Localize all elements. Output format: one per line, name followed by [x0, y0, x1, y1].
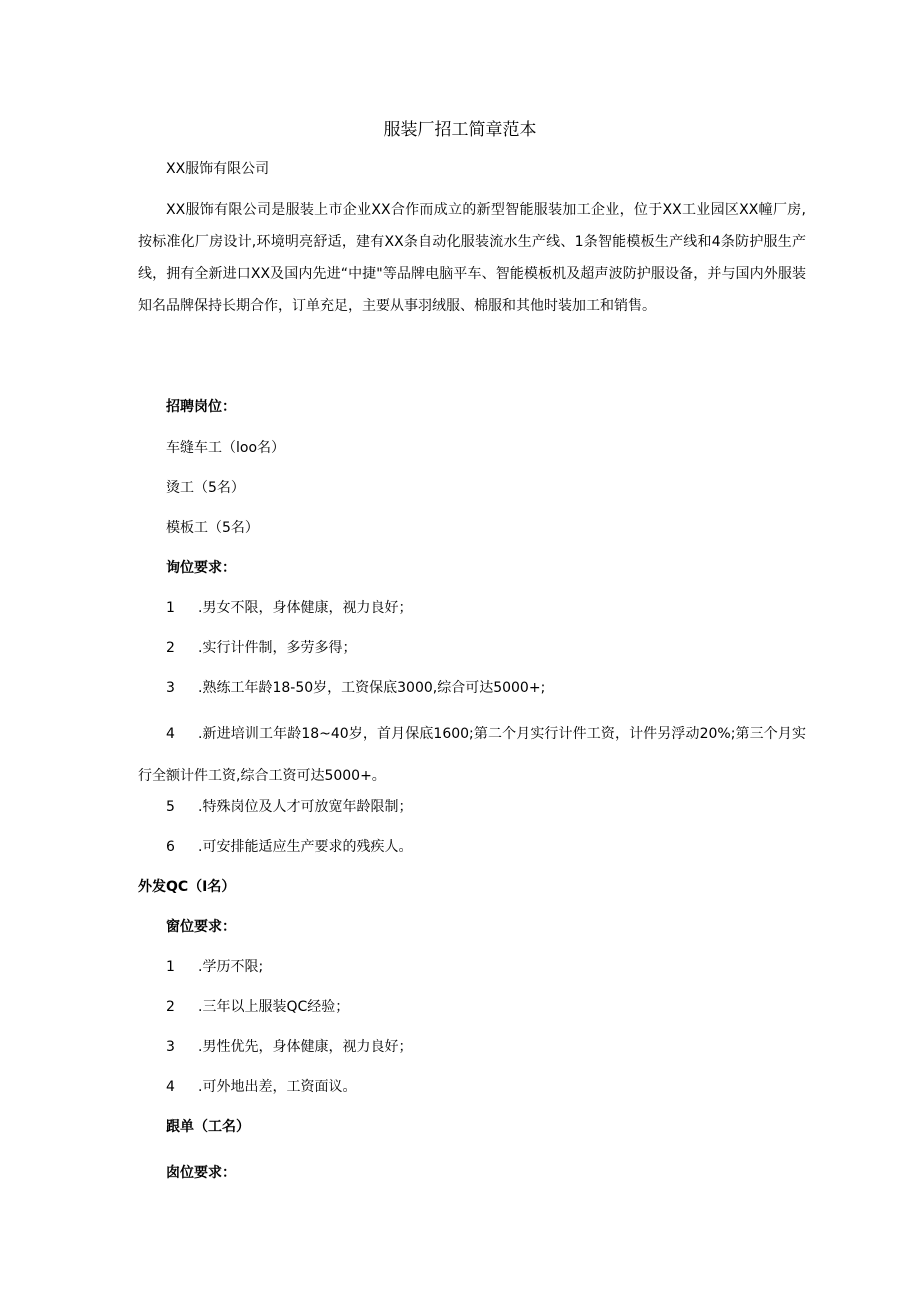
item-text: .特殊岗位及人才可放宽年龄限制；	[198, 799, 413, 815]
section-heading-qc: 外发QC（I名）	[138, 879, 236, 895]
item-number: 5	[166, 799, 175, 815]
item-number: 3	[166, 1039, 175, 1055]
requirement-item	[166, 678, 545, 698]
item-number: 6	[166, 839, 175, 855]
item-number: 2	[166, 640, 175, 656]
item-text: .熟练工年龄18-50岁，工资保底3000,综合可达5000+;	[198, 680, 546, 696]
qc-requirement-item	[166, 1037, 412, 1057]
requirement-item	[166, 638, 356, 658]
requirement-item	[166, 598, 412, 618]
item-text: .学历不限;	[198, 959, 264, 975]
item-number: 2	[166, 999, 175, 1015]
item-number: 1	[166, 600, 175, 616]
position-item: 烫工（5名）	[166, 480, 245, 496]
section-heading-requirements: 询位要求：	[166, 560, 236, 576]
item-number: 1	[166, 959, 175, 975]
requirement-item-wrapped	[138, 713, 806, 797]
item-text: .实行计件制，多劳多得；	[198, 640, 357, 656]
item-text: .三年以上服装QC经验；	[198, 999, 350, 1015]
qc-requirement-item	[166, 997, 349, 1017]
qc-requirement-item	[166, 1077, 356, 1097]
item-number: 4	[166, 1079, 175, 1095]
requirement-item	[166, 837, 412, 857]
item-text: .可安排能适应生产要求的残疾人。	[198, 839, 413, 855]
section-heading-merchandiser: 跟单（工名）	[166, 1119, 250, 1135]
item-number: 4	[166, 726, 175, 742]
item-text: .男性优先，身体健康，视力良好；	[198, 1039, 413, 1055]
company-intro-paragraph: XX服饰有限公司是服装上市企业XX合作而成立的新型智能服装加工企业，位于XX工业园区XX幢厂房,按标准化厂房设计,环境明亮舒适，建有XX条自动化服装流水生产线、1条智能模板生产线和4条防护服生产线，拥有全新进口XX及国内先进“中捷"等品牌电脑平车、智能模板机及超声波防护服设备，并与国内外服装知名品牌保持长期合作，订单充足，主要从事羽绒服、棉服和其他时装加工和销售。	[138, 202, 806, 314]
document-title: 服装厂招工简章范本	[383, 120, 537, 140]
requirement-item	[166, 797, 412, 817]
item-text: .新进培训工年龄18~40岁，首月保底1600;第二个月实行计件工资，计件另浮动20%;第三个月实行全额计件工资,综合工资可达5000+。	[138, 726, 806, 784]
item-number: 3	[166, 680, 175, 696]
item-text: .男女不限，身体健康，视力良好；	[198, 600, 413, 616]
position-item: 车缝车工（loo名）	[166, 440, 286, 456]
section-heading-positions: 招聘岗位：	[166, 399, 236, 415]
section-subheading-merchandiser-requirements: 囱位要求：	[166, 1165, 236, 1181]
company-name: XX服饰有限公司	[166, 161, 270, 177]
section-subheading-qc-requirements: 窗位要求：	[166, 919, 236, 935]
qc-requirement-item	[166, 957, 263, 977]
item-text: .可外地出差，工资面议。	[198, 1079, 357, 1095]
position-item: 模板工（5名）	[166, 520, 259, 536]
